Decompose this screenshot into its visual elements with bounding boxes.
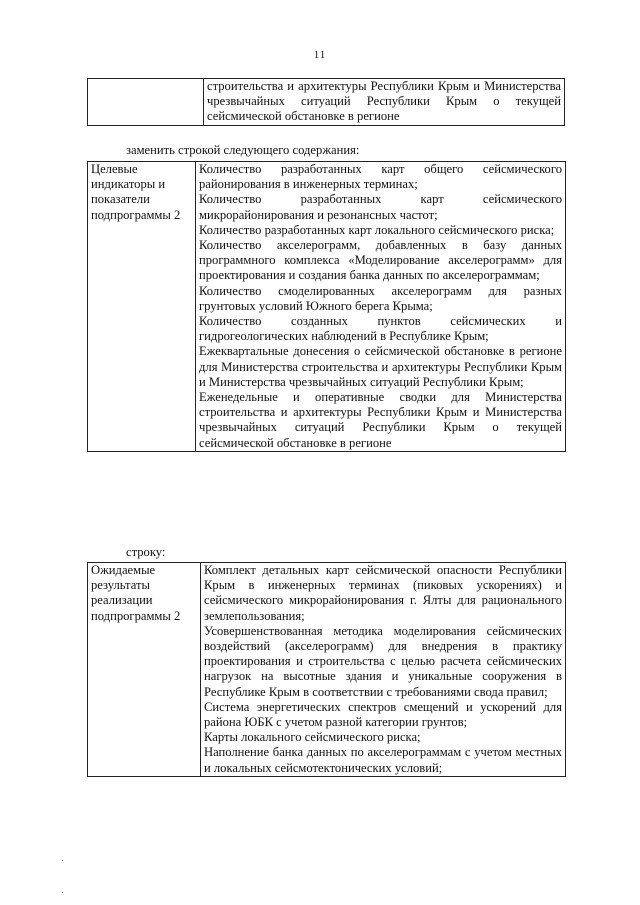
list-item: Количество смоделированных акселерограмм для разных грунтовых условий Южного берега Крыма;: [199, 283, 562, 313]
table-row: [88, 162, 566, 452]
row-instruction: строку:: [126, 545, 166, 559]
results-table: [87, 562, 566, 777]
table-row: [88, 79, 565, 126]
list-item: Количество разработанных карт локального сейсмического риска;: [199, 222, 555, 237]
continued-table: [87, 78, 565, 126]
row-label: Целевые индикаторы и показатели подпрограммы 2: [88, 162, 196, 452]
list-item: Количество разработанных карт сейсмического микрорайонирования и резонансных частот;: [199, 192, 562, 222]
list-item: Усовершенствованная методика моделирования сейсмических воздействий (акселерограмм) для внедрения в практику проектирования и строительства с целью расчета сейсмических нагрузок на высотные здания и уникальные сооружения в Республике Крым в соответствии с требованиями свода правил;: [204, 623, 562, 699]
list-item: Количество акселерограмм, добавленных в базу данных программного комплекса «Моделирование акселерограмм» для проектирования и создания банка данных по акселерограммам;: [199, 238, 562, 283]
scan-dot: [62, 860, 63, 861]
replace-instruction: заменить строкой следующего содержания:: [126, 143, 360, 157]
list-item: Карты локального сейсмического риска;: [204, 730, 421, 745]
indicators-list: [196, 162, 566, 452]
list-item: Система энергетических спектров смещений и ускорений для района ЮБК с учетом разной категории грунтов;: [204, 699, 562, 730]
table-cell: [204, 79, 565, 126]
page-number: 11: [313, 49, 327, 61]
list-item: Еженедельные и оперативные сводки для Министерства строительства и архитектуры Республики Крым и Министерства чрезвычайных ситуаций Республики Крым о текущей сейсмической обстановке в регионе: [199, 390, 562, 450]
list-item: Ежеквартальные донесения о сейсмической обстановке в регионе для Министерства строительства и архитектуры Республики Крым и Министерства чрезвычайных ситуаций Республики Крым;: [199, 344, 562, 389]
list-item: Количество созданных пунктов сейсмических и гидрогеологических наблюдений в Республике Крым;: [199, 314, 562, 344]
list-item: Наполнение банка данных по акселерограммам с учетом местных и локальных сейсмотектонических условий;: [204, 745, 562, 775]
table-row: [88, 563, 566, 777]
row-label: Ожидаемые результаты реализации подпрограммы 2: [88, 563, 201, 777]
list-item: Количество разработанных карт общего сейсмического районирования в инженерных терминах;: [199, 162, 562, 192]
scan-dot: [62, 892, 63, 893]
indicators-table: [87, 161, 566, 452]
list-item: Комплект детальных карт сейсмической опасности Республики Крым в инженерных терминах (пиковых ускорениях) и сейсмического микрорайонирования г. Ялты для рационального землепользования;: [204, 563, 562, 623]
results-list: [201, 563, 566, 777]
cell-text: строительства и архитектуры Республики Крым и Министерства чрезвычайных ситуаций Республики Крым о текущей сейсмической обстановке в регионе: [207, 79, 561, 124]
empty-label-cell: [88, 79, 204, 126]
